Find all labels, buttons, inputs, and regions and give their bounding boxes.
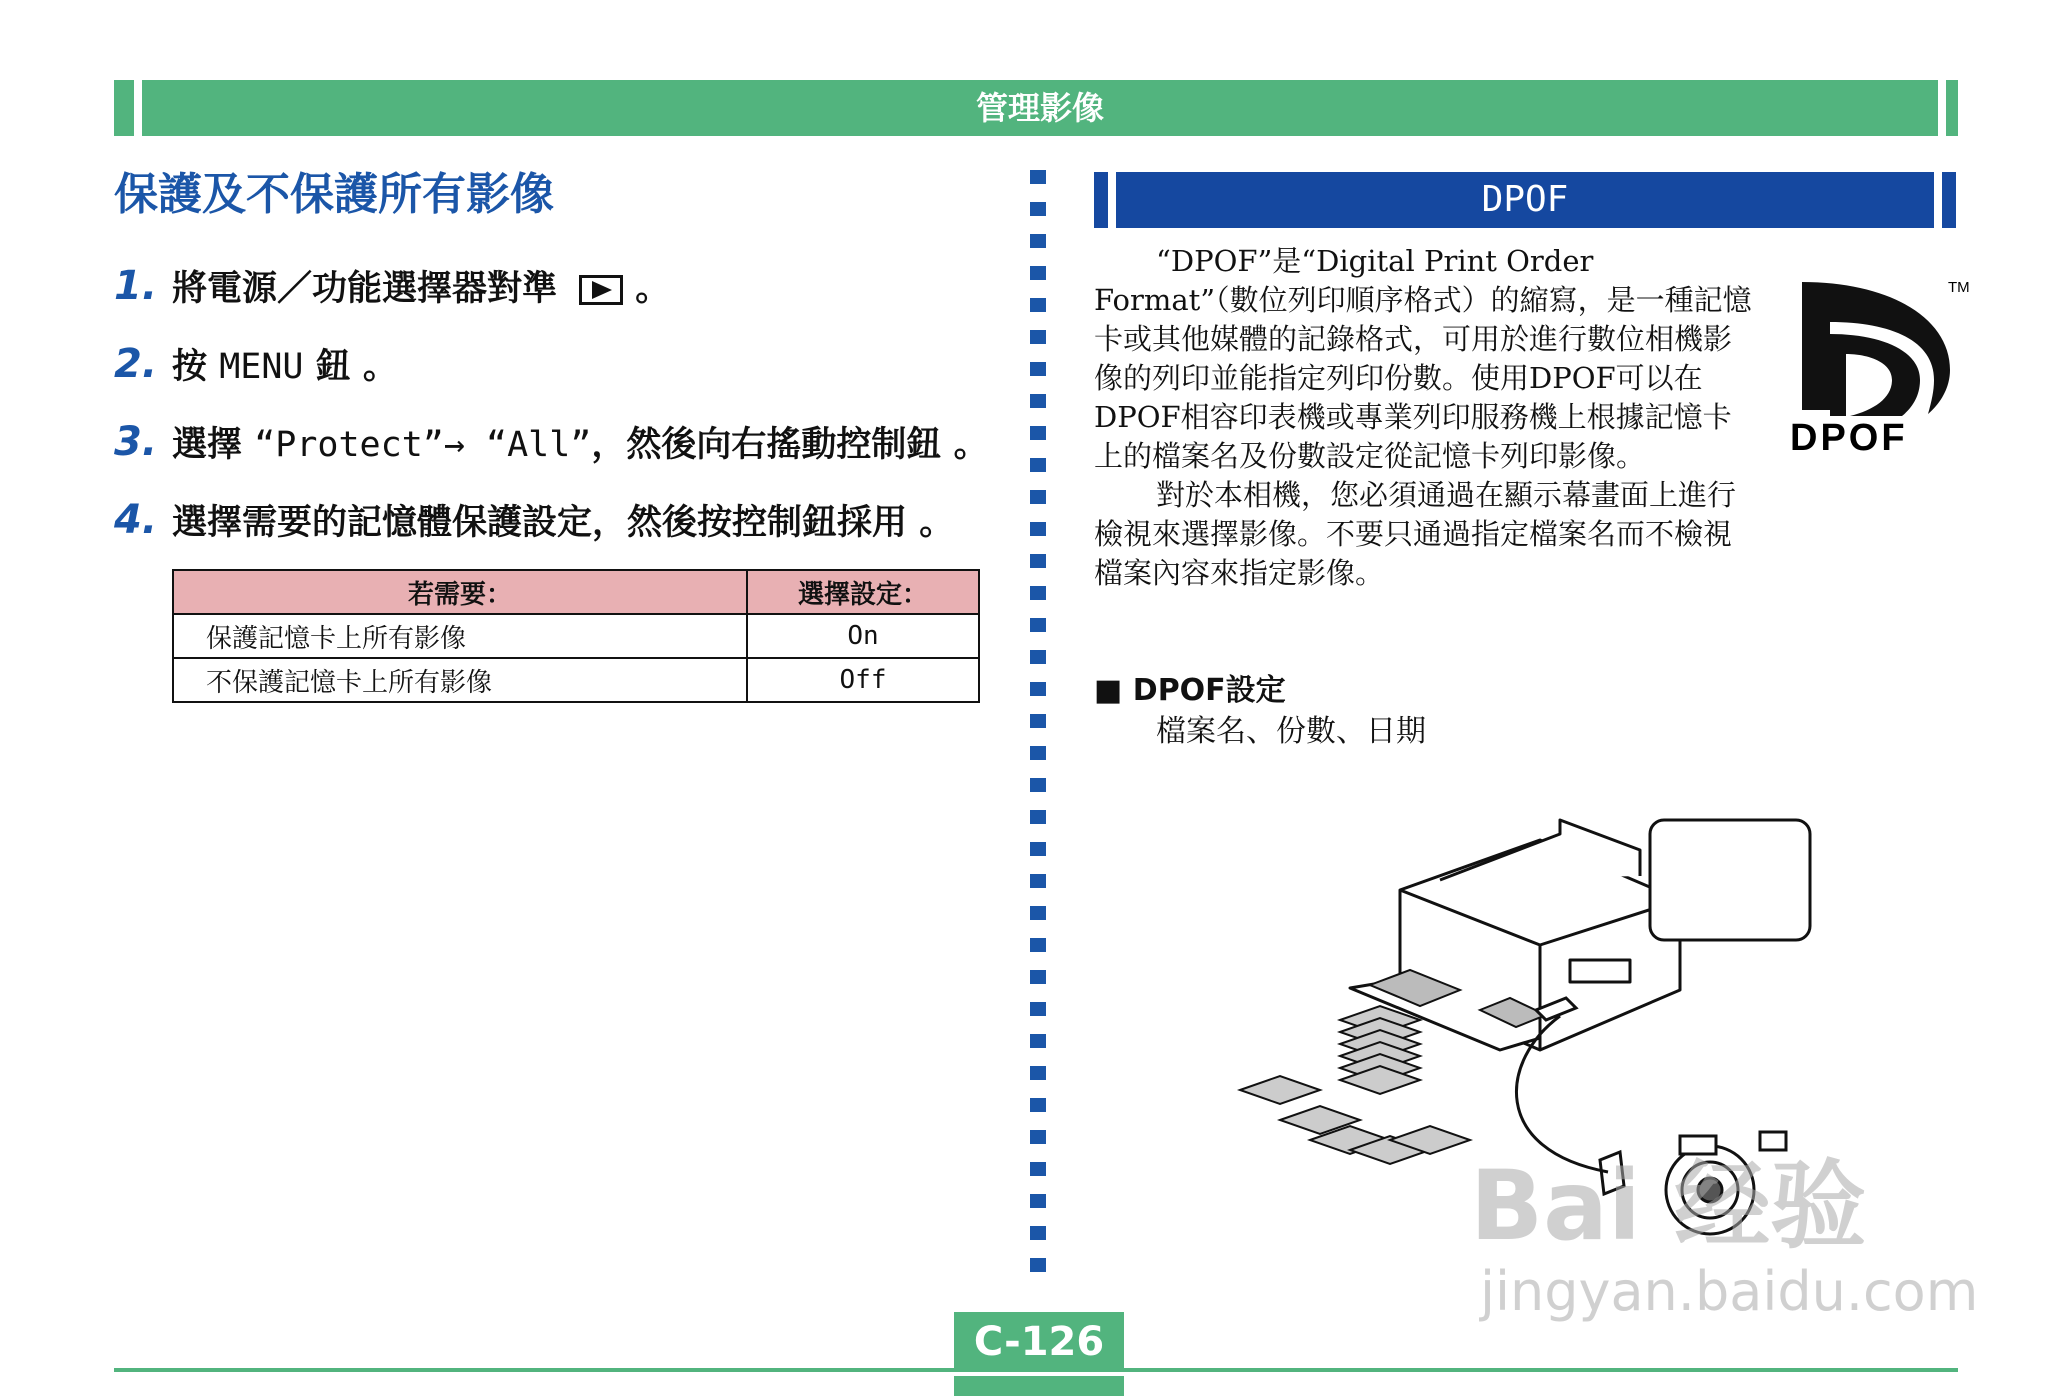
- watermark-url: jingyan.baidu.com: [1480, 1260, 1979, 1323]
- table-cell-setting: Off: [747, 658, 979, 702]
- step-2-tail: 。: [362, 347, 398, 387]
- header-bar-right-accent: [1946, 80, 1958, 136]
- playback-mode-icon: [579, 275, 623, 305]
- step-4-text: 選擇需要的記憶體保護設定，然後按控制鈕採用: [172, 503, 908, 543]
- dpof-logo-text: DPOF: [1790, 417, 1908, 459]
- step-2-text-a: 按: [172, 347, 208, 387]
- step-3-text-a: 選擇: [172, 425, 243, 465]
- page-number-tab: [954, 1376, 1124, 1396]
- step-text: [172, 261, 670, 311]
- step-3-text-b: ，然後向右搖動控制鈕: [591, 425, 942, 465]
- step-number: 4.: [114, 497, 158, 543]
- step-2-text-b: 鈕: [315, 347, 351, 387]
- table-row: [173, 658, 979, 702]
- dpof-logo: [1790, 270, 1970, 460]
- table-cell-need: 保護記憶卡上所有影像: [173, 614, 747, 658]
- table-cell-need: 不保護記憶卡上所有影像: [173, 658, 747, 702]
- step-4: [114, 490, 954, 550]
- dpof-bar-right-accent: [1942, 172, 1956, 228]
- printed-photos-stack-icon: [1340, 1006, 1420, 1094]
- page-number: C-126: [954, 1312, 1124, 1372]
- dpof-logo-mark: [1790, 270, 1970, 460]
- dpof-settings-items: 檔案名、份數、日期: [1156, 714, 1426, 749]
- step-1-tail: 。: [635, 269, 671, 309]
- trademark-symbol: TM: [1948, 279, 1970, 296]
- dpof-paragraph-1: “DPOF”是“Digital Print Order Format”（數位列印順序格式）的縮寫，是一種記憶卡或其他媒體的記錄格式，可用於進行數位相機影像的列印並能指定列印份數。使用DPOF可以在DPOF相容印表機或專業列印服務機上根據記憶卡上的檔案名及份數設定從記憶卡列印影像。: [1094, 244, 1752, 473]
- scattered-photos-icon: [1240, 1076, 1470, 1164]
- menu-path: “Protect”→ “All”: [254, 425, 592, 465]
- watermark-brand: Bai 经验: [1470, 1150, 1867, 1262]
- dpof-title: DPOF: [1481, 179, 1569, 220]
- step-text: [172, 339, 398, 389]
- protect-settings-table: [172, 569, 980, 703]
- step-2: [114, 334, 398, 394]
- header-title: 管理影像: [975, 89, 1104, 127]
- step-number: 1.: [114, 263, 158, 309]
- dpof-settings-heading: ■ DPOF設定: [1094, 673, 1286, 708]
- step-4-tail: 。: [919, 503, 955, 543]
- column-header-setting: 選擇設定：: [747, 570, 979, 614]
- step-3-tail: 。: [953, 425, 989, 465]
- section-title: 保護及不保護所有影像: [114, 169, 554, 220]
- dpof-bar-left-accent: [1094, 172, 1108, 228]
- step-number: 3.: [114, 419, 158, 465]
- menu-key-label: MENU: [219, 347, 304, 387]
- step-3: [114, 412, 989, 472]
- column-header-need: 若需要：: [173, 570, 747, 614]
- step-text: [172, 417, 989, 467]
- dpof-description: [1094, 242, 1754, 593]
- column-divider: [1030, 170, 1046, 1290]
- header-bar-left-accent: [114, 80, 134, 136]
- step-1-text: 將電源／功能選擇器對準: [172, 269, 558, 309]
- step-number: 2.: [114, 341, 158, 387]
- table-row: [173, 614, 979, 658]
- step-1: [114, 256, 670, 316]
- table-cell-setting: On: [747, 614, 979, 658]
- table-header-row: [173, 570, 979, 614]
- step-text: [172, 495, 954, 545]
- dpof-paragraph-2: 對於本相機，您必須通過在顯示幕畫面上進行檢視來選擇影像。不要只通過指定檔案名而不檢視檔案內容來指定影像。: [1094, 478, 1737, 590]
